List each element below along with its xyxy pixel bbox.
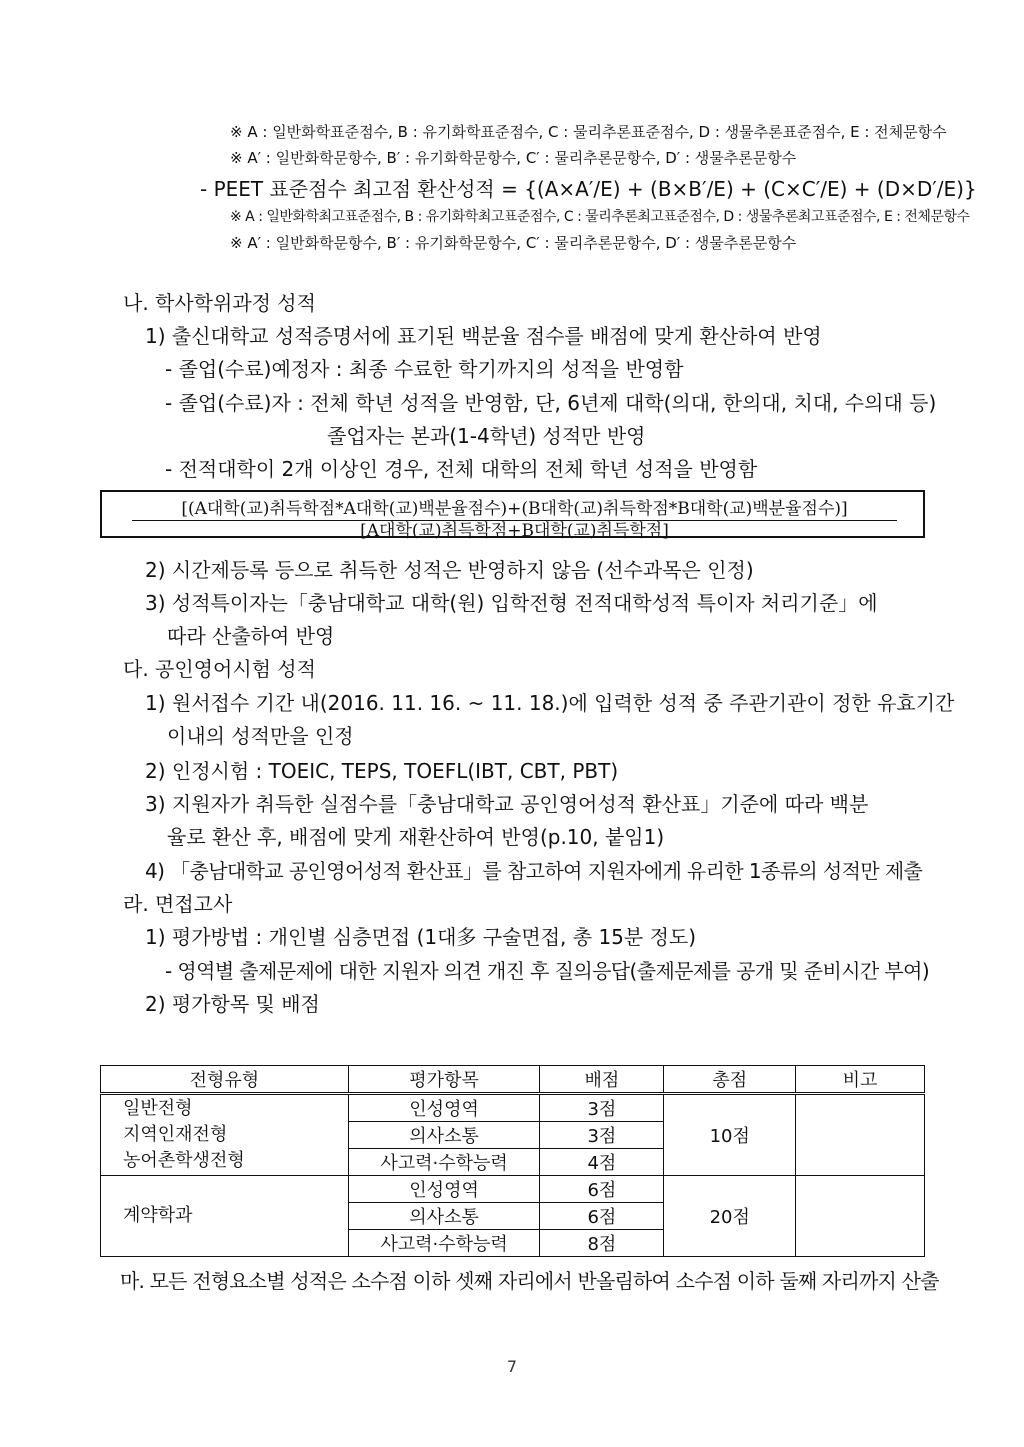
da-item-2: 2) 인정시험 : TOEIC, TEPS, TOEFL(IBT, CBT, PBT) <box>145 759 619 783</box>
table-header-row <box>101 1066 925 1094</box>
ra-item-2: 2) 평가항목 및 배점 <box>145 992 320 1016</box>
table-cell: 8점 <box>540 1230 664 1257</box>
na-item-1: 1) 출신대학교 성적증명서에 표기된 백분율 점수를 배점에 맞게 환산하여 반영 <box>145 324 822 348</box>
section-heading-da: 다. 공인영어시험 성적 <box>123 657 316 681</box>
da-item-1: 1) 원서접수 기간 내(2016. 11. 16. ~ 11. 18.)에 입력한 성적 중 주관기관이 정한 유효기간 <box>145 691 955 715</box>
note-question-counts: ※ A′ : 일반화학문항수, B′ : 유기화학문항수, C′ : 물리추론문항수, D′ : 생물추론문항수 <box>230 149 797 167</box>
peet-max-formula: - PEET 표준점수 최고점 환산성적 = {(A×A′/E) + (B×B′/E) + (C×C′/E) + (D×D′/E)} <box>200 177 977 201</box>
table-cell: 의사소통 <box>348 1122 540 1149</box>
page-number: 7 <box>506 1357 518 1376</box>
na-item-2: 2) 시간제등록 등으로 취득한 성적은 반영하지 않음 (선수과목은 인정) <box>145 558 754 582</box>
note-max-standard-scores: ※ A : 일반화학최고표준점수, B : 유기화학최고표준점수, C : 물리추론최고표준점수, D : 생물추론최고표준점수, E : 전체문항수 <box>230 209 970 225</box>
na-item-3: 3) 성적특이자는「충남대학교 대학(원) 입학전형 전적대학성적 특이자 처리기준」에 <box>145 591 878 615</box>
header-item: 평가항목 <box>348 1066 540 1094</box>
type-general: 일반전형 <box>123 1098 193 1119</box>
na-sub-2-cont: 졸업자는 본과(1-4학년) 성적만 반영 <box>327 424 646 448</box>
interview-score-table <box>100 1065 925 1257</box>
da-item-4: 4) 「충남대학교 공인영어성적 환산표」를 참고하여 지원자에게 유리한 1종류의 성적만 제출 <box>145 859 923 883</box>
note-standard-scores: ※ A : 일반화학표준점수, B : 유기화학표준점수, C : 물리추론표준점수, D : 생물추론표준점수, E : 전체문항수 <box>230 123 947 141</box>
table-cell: 4점 <box>540 1149 664 1176</box>
group1-note <box>796 1094 925 1176</box>
gpa-formula-denominator: [A대학(교)취득학점+B대학(교)취득학점] <box>360 521 669 541</box>
table-row <box>101 1094 925 1122</box>
table-cell: 6점 <box>540 1203 664 1230</box>
group2-note <box>796 1176 925 1257</box>
type-rural: 농어촌학생전형 <box>123 1150 245 1171</box>
da-item-1-cont: 이내의 성적만을 인정 <box>167 724 354 748</box>
group1-types <box>101 1094 349 1176</box>
na-item-3-cont: 따라 산출하여 반영 <box>167 624 335 648</box>
header-score: 배점 <box>540 1066 664 1094</box>
table-cell: 3점 <box>540 1094 664 1122</box>
section-heading-na: 나. 학사학위과정 성적 <box>123 291 316 315</box>
gpa-formula-numerator: [(A대학(교)취득학점*A대학(교)백분율점수)+(B대학(교)취득학점*B대학(교)백분율점수)] <box>132 494 897 521</box>
na-sub-3: - 전적대학이 2개 이상인 경우, 전체 대학의 전체 학년 성적을 반영함 <box>165 457 758 481</box>
group2-total: 20점 <box>664 1176 796 1257</box>
table-row <box>101 1176 925 1203</box>
table-cell: 인성영역 <box>348 1176 540 1203</box>
na-sub-2: - 졸업(수료)자 : 전체 학년 성적을 반영함, 단, 6년제 대학(의대, 한의대, 치대, 수의대 등) <box>165 391 937 415</box>
gpa-formula-box <box>100 490 925 541</box>
table-cell: 의사소통 <box>348 1203 540 1230</box>
section-ma: 마. 모든 전형요소별 성적은 소수점 이하 셋째 자리에서 반올림하여 소수점 이하 둘째 자리까지 산출 <box>120 1269 939 1293</box>
table-cell: 사고력·수학능력 <box>348 1230 540 1257</box>
ra-item-1: 1) 평가방법 : 개인별 심층면접 (1대多 구술면접, 총 15분 정도) <box>145 925 697 949</box>
na-sub-1: - 졸업(수료)예정자 : 최종 수료한 학기까지의 성적을 반영함 <box>165 357 684 381</box>
group1-total: 10점 <box>664 1094 796 1176</box>
ra-sub-1: - 영역별 출제문제에 대한 지원자 의견 개진 후 질의응답(출제문제를 공개 및 준비시간 부여) <box>165 959 930 983</box>
type-regional: 지역인재전형 <box>123 1124 228 1145</box>
table-cell: 3점 <box>540 1122 664 1149</box>
table-cell: 인성영역 <box>348 1094 540 1122</box>
header-note: 비고 <box>796 1066 925 1094</box>
header-type: 전형유형 <box>101 1066 349 1094</box>
table-cell: 6점 <box>540 1176 664 1203</box>
group2-type: 계약학과 <box>101 1176 349 1257</box>
table-cell: 사고력·수학능력 <box>348 1149 540 1176</box>
da-item-3-cont: 율로 환산 후, 배점에 맞게 재환산하여 반영(p.10, 붙임1) <box>167 825 665 849</box>
header-total: 총점 <box>664 1066 796 1094</box>
note-question-counts-2: ※ A′ : 일반화학문항수, B′ : 유기화학문항수, C′ : 물리추론문항수, D′ : 생물추론문항수 <box>230 234 797 252</box>
section-heading-ra: 라. 면접고사 <box>123 892 233 916</box>
da-item-3: 3) 지원자가 취득한 실점수를「충남대학교 공인영어성적 환산표」기준에 따라 백분 <box>145 792 869 816</box>
